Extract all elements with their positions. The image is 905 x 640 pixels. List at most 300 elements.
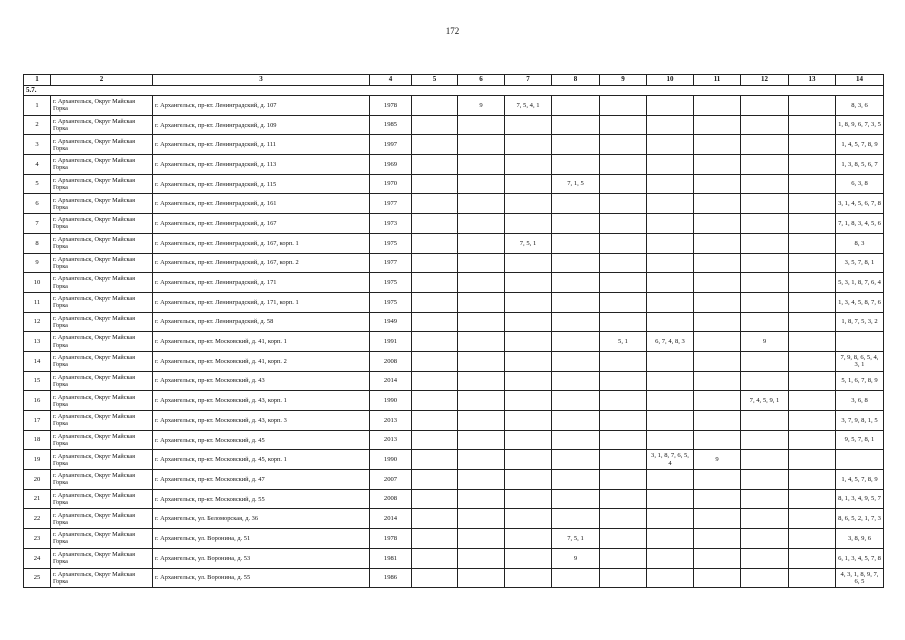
cell-col-6 [458,548,505,568]
cell-col-11 [694,411,741,431]
cell-address: г. Архангельск, пр-кт. Ленинградский, д. 161 [153,194,370,214]
column-header: 8 [552,75,600,86]
cell-col-9 [600,174,647,194]
cell-col-7 [505,174,552,194]
cell-row-number: 16 [24,391,51,411]
cell-row-number: 11 [24,292,51,312]
cell-col-6 [458,411,505,431]
cell-col-5 [412,371,458,391]
table-row [24,292,884,312]
cell-col-10 [647,312,694,332]
table-row [24,174,884,194]
cell-col-14: 6, 1, 3, 4, 5, 7, 8 [836,548,884,568]
cell-col-10 [647,155,694,175]
table-row [24,548,884,568]
cell-col-8 [552,411,600,431]
cell-row-number: 25 [24,568,51,588]
table-row [24,470,884,490]
cell-col-8 [552,568,600,588]
cell-col-10 [647,96,694,116]
cell-col-7 [505,568,552,588]
cell-col-5 [412,273,458,293]
cell-col-6 [458,450,505,470]
cell-col-6: 9 [458,96,505,116]
cell-col-5 [412,174,458,194]
cell-col-9 [600,351,647,371]
cell-year: 1978 [370,529,412,549]
table-row [24,155,884,175]
cell-col-13 [789,489,836,509]
cell-col-7 [505,470,552,490]
cell-col-13 [789,194,836,214]
cell-year: 1981 [370,548,412,568]
cell-col-10 [647,568,694,588]
cell-col-5 [412,312,458,332]
column-header: 2 [51,75,153,86]
cell-col-11 [694,96,741,116]
cell-address: г. Архангельск, пр-кт. Ленинградский, д. 171, корп. 1 [153,292,370,312]
cell-col-11 [694,194,741,214]
cell-col-8: 9 [552,548,600,568]
table-row [24,233,884,253]
cell-col-11 [694,351,741,371]
cell-col-5 [412,194,458,214]
cell-col-7 [505,155,552,175]
cell-address: г. Архангельск, пр-кт. Ленинградский, д. 167 [153,214,370,234]
cell-col-6 [458,371,505,391]
cell-locality: г. Архангельск, Округ Майская Горка [51,351,153,371]
cell-col-9 [600,470,647,490]
cell-address: г. Архангельск, пр-кт. Ленинградский, д. 167, корп. 1 [153,233,370,253]
cell-col-13 [789,548,836,568]
table-row [24,351,884,371]
table-row [24,509,884,529]
section-label: 5.7. [24,86,884,96]
cell-address: г. Архангельск, ул. Воронина, д. 53 [153,548,370,568]
cell-col-5 [412,411,458,431]
cell-col-12 [741,194,789,214]
cell-address: г. Архангельск, пр-кт. Московский, д. 41, корп. 1 [153,332,370,352]
cell-col-14: 3, 1, 4, 5, 6, 7, 8 [836,194,884,214]
column-header: 5 [412,75,458,86]
cell-year: 1986 [370,568,412,588]
cell-col-10 [647,548,694,568]
column-header: 11 [694,75,741,86]
cell-col-13 [789,450,836,470]
cell-col-6 [458,214,505,234]
cell-col-10 [647,292,694,312]
cell-col-6 [458,489,505,509]
cell-col-10 [647,214,694,234]
cell-col-7 [505,135,552,155]
cell-col-11 [694,115,741,135]
cell-col-13 [789,233,836,253]
table-row [24,450,884,470]
cell-col-10 [647,391,694,411]
cell-col-5 [412,548,458,568]
cell-locality: г. Архангельск, Округ Майская Горка [51,96,153,116]
cell-col-14: 1, 3, 4, 5, 8, 7, 6 [836,292,884,312]
cell-col-13 [789,411,836,431]
cell-col-11 [694,312,741,332]
cell-col-9 [600,135,647,155]
cell-col-5 [412,233,458,253]
cell-row-number: 22 [24,509,51,529]
column-header: 3 [153,75,370,86]
table-row [24,568,884,588]
cell-col-11 [694,509,741,529]
cell-col-7 [505,529,552,549]
column-header: 1 [24,75,51,86]
cell-locality: г. Архангельск, Округ Майская Горка [51,411,153,431]
cell-col-7 [505,273,552,293]
cell-col-11 [694,489,741,509]
cell-col-12 [741,174,789,194]
cell-address: г. Архангельск, пр-кт. Ленинградский, д. 107 [153,96,370,116]
cell-col-9 [600,391,647,411]
column-header: 14 [836,75,884,86]
cell-col-10 [647,509,694,529]
cell-year: 2014 [370,509,412,529]
cell-locality: г. Архангельск, Округ Майская Горка [51,332,153,352]
cell-locality: г. Архангельск, Округ Майская Горка [51,273,153,293]
cell-col-6 [458,273,505,293]
cell-col-10 [647,253,694,273]
cell-col-9 [600,548,647,568]
cell-col-10 [647,115,694,135]
cell-col-14: 1, 3, 8, 5, 6, 7 [836,155,884,175]
cell-col-14: 3, 5, 7, 8, 1 [836,253,884,273]
cell-col-7 [505,253,552,273]
cell-col-5 [412,568,458,588]
cell-col-6 [458,351,505,371]
cell-col-8: 7, 5, 1 [552,529,600,549]
cell-col-6 [458,470,505,490]
cell-row-number: 18 [24,430,51,450]
cell-locality: г. Архангельск, Округ Майская Горка [51,568,153,588]
cell-col-8 [552,155,600,175]
cell-col-10 [647,351,694,371]
cell-col-7 [505,509,552,529]
cell-locality: г. Архангельск, Округ Майская Горка [51,489,153,509]
cell-col-6 [458,194,505,214]
cell-row-number: 8 [24,233,51,253]
cell-col-14: 1, 4, 5, 7, 8, 9 [836,470,884,490]
cell-col-9 [600,312,647,332]
cell-locality: г. Архангельск, Округ Майская Горка [51,135,153,155]
cell-col-5 [412,529,458,549]
cell-col-14: 5, 3, 1, 8, 7, 6, 4 [836,273,884,293]
cell-address: г. Архангельск, пр-кт. Московский, д. 45, корп. 1 [153,450,370,470]
cell-col-10 [647,273,694,293]
column-header: 10 [647,75,694,86]
cell-col-11 [694,273,741,293]
cell-col-10 [647,233,694,253]
cell-col-9 [600,253,647,273]
cell-locality: г. Архангельск, Округ Майская Горка [51,509,153,529]
cell-col-5 [412,450,458,470]
cell-row-number: 9 [24,253,51,273]
cell-year: 1990 [370,391,412,411]
cell-col-8 [552,371,600,391]
cell-col-10 [647,411,694,431]
table-row [24,115,884,135]
cell-row-number: 10 [24,273,51,293]
cell-year: 1991 [370,332,412,352]
cell-col-6 [458,332,505,352]
cell-col-14: 1, 8, 7, 5, 3, 2 [836,312,884,332]
cell-col-10: 6, 7, 4, 8, 3 [647,332,694,352]
cell-col-13 [789,332,836,352]
cell-year: 2013 [370,430,412,450]
cell-col-10 [647,430,694,450]
cell-col-11 [694,292,741,312]
cell-locality: г. Архангельск, Округ Майская Горка [51,470,153,490]
cell-col-14: 8, 1, 3, 4, 9, 5, 7 [836,489,884,509]
cell-col-11 [694,214,741,234]
cell-col-14: 3, 6, 8 [836,391,884,411]
cell-locality: г. Архангельск, Округ Майская Горка [51,391,153,411]
cell-col-5 [412,332,458,352]
cell-col-7 [505,115,552,135]
cell-col-14: 4, 3, 1, 8, 9, 7, 6, 5 [836,568,884,588]
cell-locality: г. Архангельск, Округ Майская Горка [51,312,153,332]
cell-col-14 [836,450,884,470]
cell-col-5 [412,470,458,490]
cell-col-14: 8, 3, 6 [836,96,884,116]
cell-col-7: 7, 5, 1 [505,233,552,253]
cell-col-9 [600,411,647,431]
cell-col-11 [694,548,741,568]
cell-col-14: 9, 5, 7, 8, 1 [836,430,884,450]
cell-col-9 [600,450,647,470]
cell-col-9 [600,509,647,529]
table-row [24,194,884,214]
cell-address: г. Архангельск, пр-кт. Московский, д. 41, корп. 2 [153,351,370,371]
cell-col-12 [741,135,789,155]
cell-col-8 [552,273,600,293]
cell-address: г. Архангельск, пр-кт. Московский, д. 45 [153,430,370,450]
cell-col-12 [741,470,789,490]
cell-address: г. Архангельск, пр-кт. Московский, д. 55 [153,489,370,509]
cell-col-6 [458,509,505,529]
cell-year: 2008 [370,489,412,509]
cell-col-8 [552,509,600,529]
cell-col-9 [600,489,647,509]
table-row [24,96,884,116]
cell-year: 1973 [370,214,412,234]
cell-col-13 [789,115,836,135]
cell-row-number: 7 [24,214,51,234]
cell-locality: г. Архангельск, Округ Майская Горка [51,194,153,214]
column-header: 12 [741,75,789,86]
cell-year: 1978 [370,96,412,116]
cell-col-8 [552,332,600,352]
cell-address: г. Архангельск, ул. Беломорская, д. 36 [153,509,370,529]
cell-col-5 [412,489,458,509]
cell-col-11 [694,430,741,450]
cell-col-6 [458,568,505,588]
cell-col-13 [789,371,836,391]
cell-col-5 [412,155,458,175]
table-row [24,529,884,549]
cell-col-13 [789,568,836,588]
cell-row-number: 1 [24,96,51,116]
cell-col-9: 5, 1 [600,332,647,352]
cell-col-12 [741,568,789,588]
cell-row-number: 21 [24,489,51,509]
page-number: 172 [445,26,460,36]
cell-col-8 [552,351,600,371]
cell-locality: г. Архангельск, Округ Майская Горка [51,155,153,175]
cell-col-9 [600,155,647,175]
cell-address: г. Архангельск, пр-кт. Ленинградский, д. 58 [153,312,370,332]
cell-col-12 [741,351,789,371]
cell-col-7 [505,351,552,371]
cell-col-8 [552,312,600,332]
cell-col-13 [789,351,836,371]
cell-locality: г. Архангельск, Округ Майская Горка [51,174,153,194]
cell-col-14 [836,332,884,352]
cell-col-12 [741,96,789,116]
table-row [24,489,884,509]
cell-col-11 [694,174,741,194]
cell-locality: г. Архангельск, Округ Майская Горка [51,233,153,253]
cell-col-8 [552,470,600,490]
cell-row-number: 20 [24,470,51,490]
cell-col-12 [741,155,789,175]
cell-col-9 [600,233,647,253]
cell-col-13 [789,312,836,332]
cell-col-8: 7, 1, 5 [552,174,600,194]
cell-year: 1997 [370,135,412,155]
cell-address: г. Архангельск, пр-кт. Московский, д. 43, корп. 1 [153,391,370,411]
cell-year: 1985 [370,115,412,135]
cell-col-6 [458,174,505,194]
cell-locality: г. Архангельск, Округ Майская Горка [51,292,153,312]
cell-col-9 [600,292,647,312]
cell-col-10 [647,529,694,549]
cell-year: 1975 [370,273,412,293]
cell-col-6 [458,233,505,253]
cell-col-5 [412,391,458,411]
cell-row-number: 12 [24,312,51,332]
cell-col-8 [552,489,600,509]
cell-year: 2007 [370,470,412,490]
cell-col-10 [647,174,694,194]
cell-col-7 [505,292,552,312]
cell-col-14: 8, 6, 5, 2, 1, 7, 3 [836,509,884,529]
cell-col-11 [694,371,741,391]
cell-col-12 [741,115,789,135]
cell-col-7 [505,411,552,431]
cell-col-11 [694,568,741,588]
cell-col-9 [600,214,647,234]
cell-col-8 [552,214,600,234]
cell-year: 2014 [370,371,412,391]
cell-col-13 [789,529,836,549]
table-row [24,135,884,155]
cell-col-9 [600,529,647,549]
cell-col-7 [505,489,552,509]
cell-col-14: 6, 3, 8 [836,174,884,194]
cell-col-13 [789,253,836,273]
cell-col-6 [458,115,505,135]
cell-col-12 [741,312,789,332]
cell-col-7 [505,548,552,568]
cell-address: г. Архангельск, пр-кт. Московский, д. 43 [153,371,370,391]
cell-col-8 [552,450,600,470]
cell-col-12 [741,529,789,549]
cell-col-13 [789,135,836,155]
cell-col-6 [458,529,505,549]
cell-row-number: 14 [24,351,51,371]
cell-col-7 [505,450,552,470]
cell-col-12 [741,214,789,234]
cell-address: г. Архангельск, пр-кт. Ленинградский, д. 115 [153,174,370,194]
cell-year: 2013 [370,411,412,431]
cell-year: 1970 [370,174,412,194]
cell-year: 1949 [370,312,412,332]
cell-col-8 [552,115,600,135]
cell-address: г. Архангельск, пр-кт. Московский, д. 43, корп. 3 [153,411,370,431]
table-row [24,430,884,450]
cell-col-8 [552,96,600,116]
cell-col-12 [741,509,789,529]
cell-col-5 [412,135,458,155]
cell-col-7 [505,312,552,332]
cell-col-6 [458,430,505,450]
cell-col-6 [458,391,505,411]
cell-col-10 [647,194,694,214]
cell-col-5 [412,214,458,234]
cell-col-9 [600,96,647,116]
cell-col-7 [505,371,552,391]
cell-locality: г. Архангельск, Округ Майская Горка [51,548,153,568]
cell-col-11 [694,332,741,352]
cell-col-6 [458,312,505,332]
cell-col-13 [789,391,836,411]
register-table [23,74,884,588]
cell-col-8 [552,430,600,450]
cell-col-12 [741,430,789,450]
cell-col-12 [741,292,789,312]
cell-col-11 [694,135,741,155]
column-header: 6 [458,75,505,86]
cell-locality: г. Архангельск, Округ Майская Горка [51,450,153,470]
cell-col-8 [552,194,600,214]
cell-row-number: 15 [24,371,51,391]
cell-col-8 [552,135,600,155]
cell-col-5 [412,351,458,371]
cell-col-12 [741,450,789,470]
cell-col-14: 1, 8, 9, 6, 7, 3, 5 [836,115,884,135]
cell-col-13 [789,470,836,490]
cell-row-number: 3 [24,135,51,155]
cell-address: г. Архангельск, пр-кт. Ленинградский, д. 109 [153,115,370,135]
cell-address: г. Архангельск, пр-кт. Ленинградский, д. 171 [153,273,370,293]
cell-col-13 [789,430,836,450]
cell-col-7 [505,214,552,234]
cell-col-14: 5, 1, 6, 7, 8, 9 [836,371,884,391]
cell-row-number: 6 [24,194,51,214]
header-row [24,75,884,86]
cell-row-number: 4 [24,155,51,175]
cell-col-7 [505,332,552,352]
cell-col-14: 1, 4, 5, 7, 8, 9 [836,135,884,155]
cell-year: 1977 [370,194,412,214]
cell-col-6 [458,253,505,273]
